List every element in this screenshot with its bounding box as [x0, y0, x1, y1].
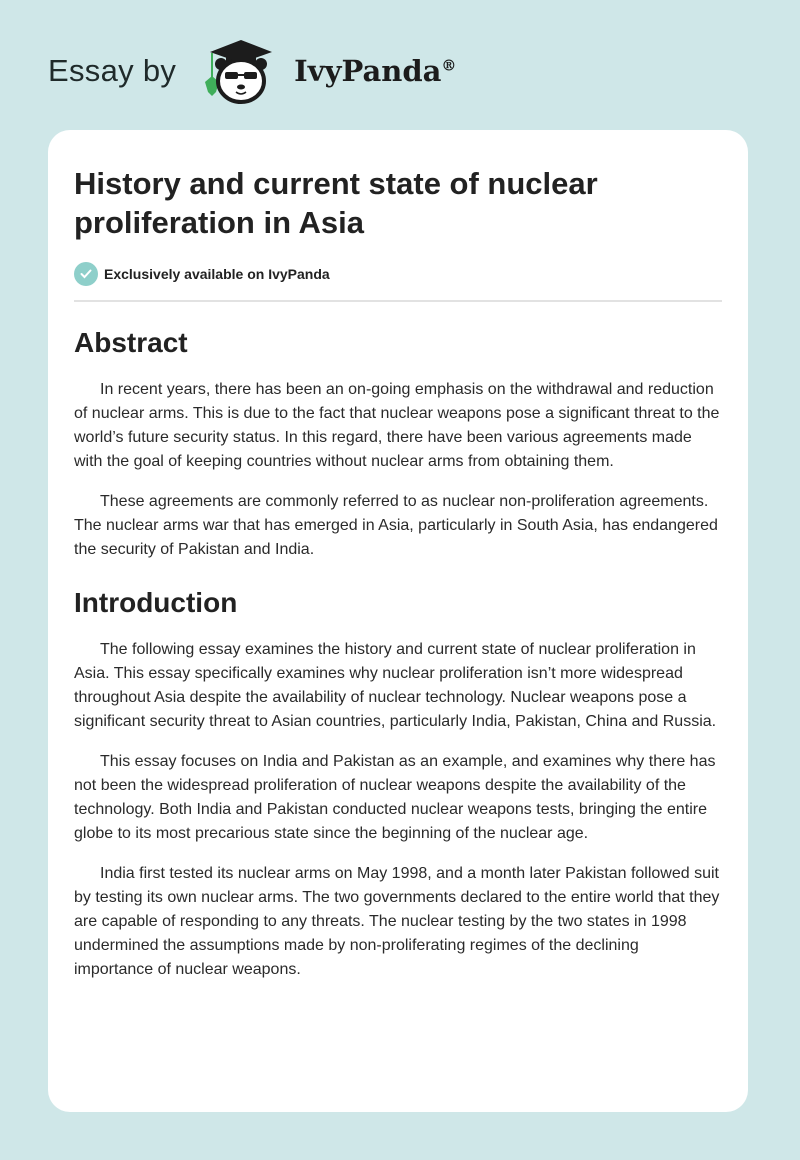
panda-logo-icon[interactable] [196, 36, 286, 106]
section-heading: Abstract [74, 327, 188, 358]
essay-card [48, 130, 748, 1112]
brand-name[interactable] [294, 54, 456, 88]
essay-by-label: Essay by [48, 53, 177, 88]
paragraph: This essay focuses on India and Pakistan as an example, and examines why there has not been the widespread proliferation of nuclear weapons despite the availability of the technology. Both India and Pakistan conducted nuclear weapons tests, bringing the entire globe to its most precarious state since the beginning of the nuclear age. [74, 753, 716, 842]
exclusive-text: Exclusively available on IvyPanda [104, 266, 330, 282]
essay-title: History and current state of nuclear proliferation in Asia [74, 166, 598, 240]
check-icon [74, 262, 98, 286]
section-introduction [74, 586, 722, 982]
paragraph: These agreements are commonly referred to as nuclear non-proliferation agreements. The nuclear arms war that has emerged in Asia, particularly in South Asia, has endangered the security of Pakistan and India. [74, 493, 718, 558]
brand-text: IvyPanda [294, 54, 442, 88]
section-abstract [74, 326, 722, 562]
section-heading: Introduction [74, 587, 238, 618]
site-header [48, 36, 456, 106]
divider [74, 300, 722, 302]
registered-mark: ® [441, 56, 457, 75]
paragraph: India first tested its nuclear arms on May 1998, and a month later Pakistan followed suit by testing its own nuclear arms. The two governments declared to the entire world that they are capable of responding to any threats. The nuclear testing by the two states in 1998 undermined the assumptions made by non-proliferating regimes of the declining importance of nuclear weapons. [74, 865, 720, 978]
exclusive-badge [74, 262, 722, 286]
paragraph: In recent years, there has been an on-going emphasis on the withdrawal and reduction of nuclear arms. This is due to the fact that nuclear weapons pose a significant threat to the world’s future security status. In this regard, there have been various agreements made with the goal of keeping countries without nuclear arms from obtaining them. [74, 381, 720, 470]
paragraph: The following essay examines the history and current state of nuclear proliferation in Asia. This essay specifically examines why nuclear proliferation isn’t more widespread throughout Asia despite the availability of nuclear technology. Nuclear weapons pose a significant security threat to Asian countries, particularly India, Pakistan, China and Russia. [74, 641, 717, 730]
